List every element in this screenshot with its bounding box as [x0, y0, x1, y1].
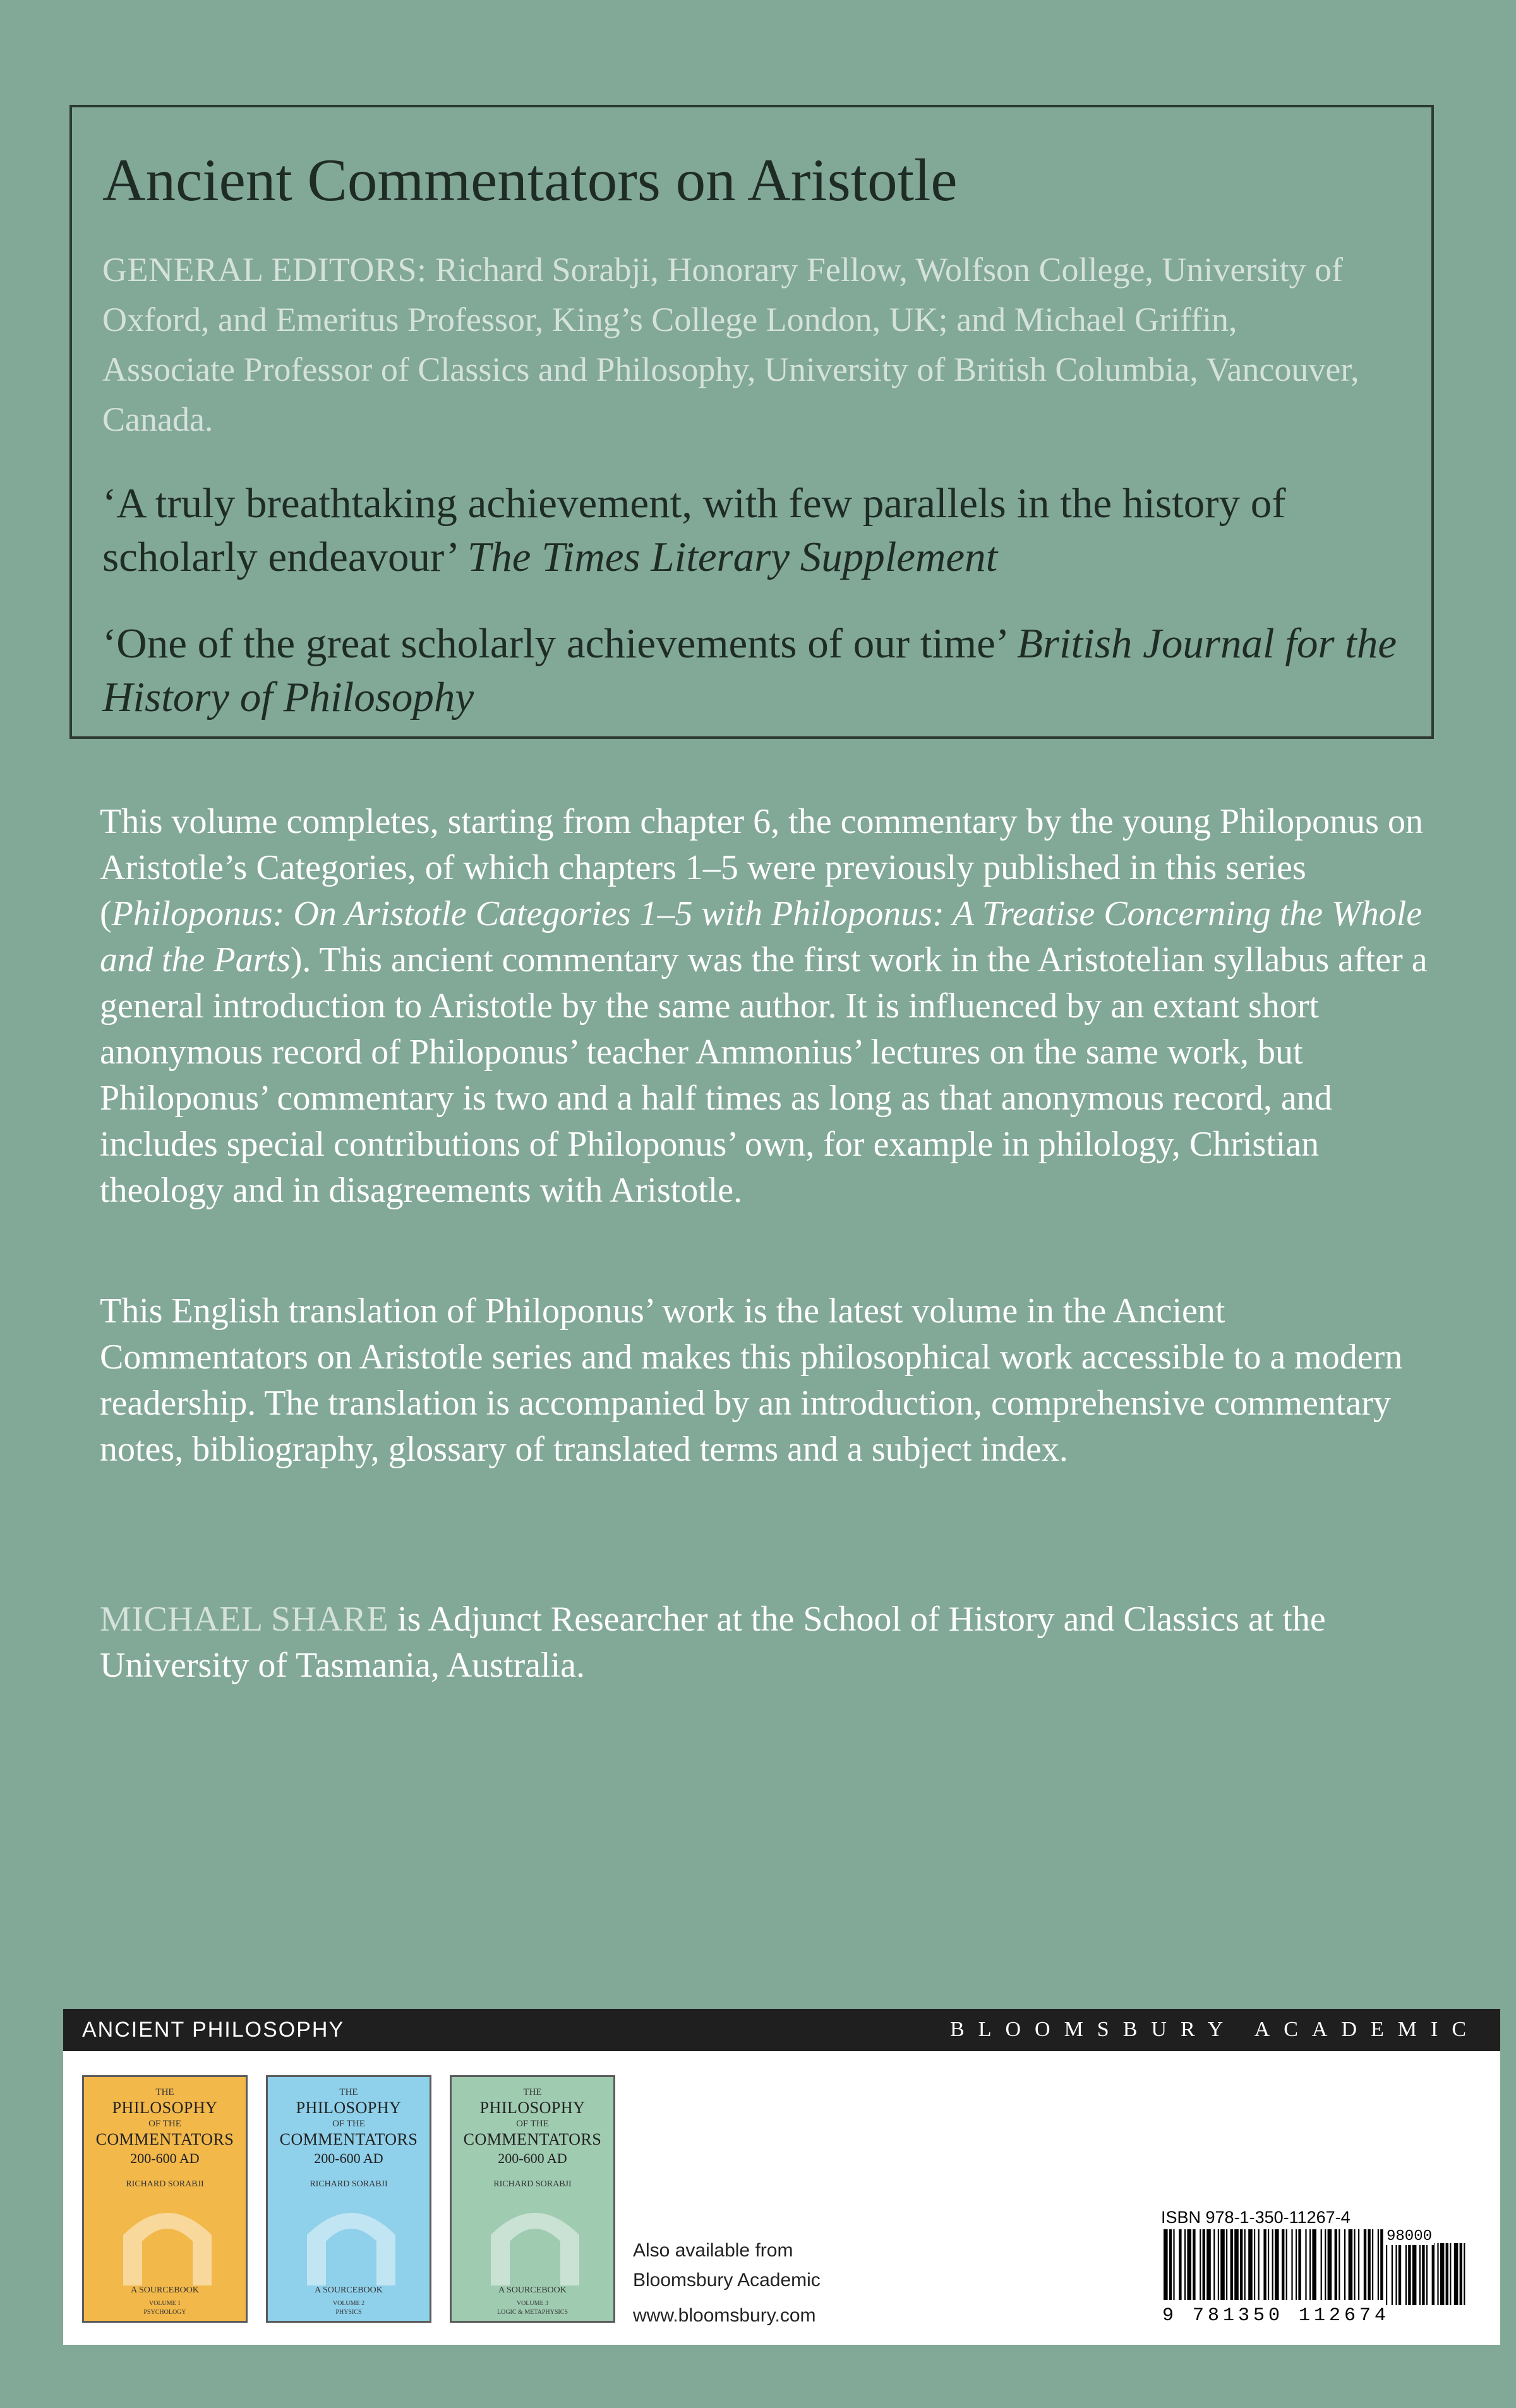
barcode-bar [1244, 2229, 1246, 2300]
barcode-bar [1187, 2229, 1191, 2300]
also-available-text [633, 2236, 821, 2295]
barcode-bar [1432, 2243, 1435, 2305]
barcode-bar [1386, 2243, 1387, 2305]
barcode-bar [1263, 2229, 1266, 2300]
barcode-bar [1272, 2229, 1273, 2300]
book-3-of-the: OF THE [516, 2119, 549, 2129]
editors-lead: GENERAL EDITORS: [102, 251, 427, 289]
barcode-bar [1426, 2243, 1428, 2305]
barcode-bar [1275, 2229, 1279, 2300]
series-title: Ancient Commentators on Aristotle [102, 147, 958, 213]
related-book-1 [82, 2075, 248, 2323]
barcode-bar [1450, 2243, 1451, 2305]
book-1-the: THE [155, 2087, 174, 2097]
author-name: MICHAEL SHARE [100, 1600, 389, 1639]
related-book-2 [266, 2075, 431, 2323]
barcode-bar [1380, 2229, 1383, 2300]
barcode-bar [1349, 2229, 1353, 2300]
book-1-philosophy: PHILOSOPHY [112, 2099, 218, 2117]
quote-1-source: The Times Literary Supplement [467, 534, 998, 580]
book-2-volume-info [274, 2299, 423, 2317]
author-bio [100, 1596, 1433, 1689]
description-paragraph-2: This English translation of Philoponus’ work is the latest volume in the Ancient Commentators on Aristotle series and makes this philosophical work accessible to a modern readership. The translation is accompanied by an introduction, comprehensive commentary notes, bibliography, glossary of translated terms and a subject index. [100, 1291, 1403, 1469]
barcode-bar [1358, 2229, 1359, 2300]
barcode-bar [1164, 2229, 1168, 2300]
barcode-bar [1309, 2229, 1311, 2300]
barcode-bar [1405, 2243, 1407, 2305]
barcode-bar [1173, 2229, 1174, 2300]
barcode-bar [1464, 2243, 1465, 2305]
barcode-bar [1446, 2243, 1448, 2305]
barcode-bar [1203, 2229, 1205, 2300]
book-3-volume: VOLUME 3 [516, 2300, 549, 2307]
book-3-sourcebook: A SOURCEBOOK [498, 2285, 567, 2295]
barcode-bar [1298, 2229, 1301, 2300]
book-2-commentators: COMMENTATORS [279, 2130, 418, 2148]
barcode-bar [1399, 2243, 1401, 2305]
book-1-of-the: OF THE [148, 2119, 181, 2129]
barcode-bar [1291, 2229, 1292, 2300]
barcode-bar [1364, 2229, 1366, 2300]
barcode-bar [1412, 2243, 1417, 2305]
barcode-bar [1335, 2229, 1337, 2300]
barcode-bar [1392, 2243, 1393, 2305]
book-1-arch-illustration [117, 2197, 218, 2285]
related-book-3 [450, 2075, 615, 2323]
book-2-sourcebook: A SOURCEBOOK [315, 2285, 383, 2295]
barcode-bar [1460, 2243, 1462, 2305]
barcode-bar [1193, 2229, 1195, 2300]
category-label: ANCIENT PHILOSOPHY [82, 2018, 345, 2042]
barcode-bar [1372, 2229, 1373, 2300]
book-1-subject: PSYCHOLOGY [143, 2309, 186, 2316]
barcode-bar [1248, 2229, 1253, 2300]
barcode-bar [1254, 2229, 1255, 2300]
book-1-volume-info [90, 2299, 239, 2317]
review-quote-1 [102, 477, 1397, 584]
para1-part-a: This volume completes, starting from chapter 6, the commentary by the young Philoponus on Aristotle’s Categories, of which chapters 1–5 were previously published in this series ( [100, 802, 1423, 933]
book-3-cover [458, 2083, 607, 2315]
general-editors [102, 245, 1372, 445]
barcode-bar [1419, 2243, 1421, 2305]
publisher-name: BLOOMSBURY ACADEMIC [950, 2018, 1480, 2041]
book-3-commentators: COMMENTATORS [463, 2130, 602, 2148]
book-1-volume: VOLUME 1 [148, 2300, 181, 2307]
book-2-philosophy: PHILOSOPHY [296, 2099, 402, 2117]
book-2-of-the: OF THE [332, 2119, 365, 2129]
category-band [63, 2009, 1500, 2051]
book-2-arch-illustration [301, 2197, 402, 2285]
quote-1-text: ‘A truly breathtaking achievement, with few parallels in the history of scholarly endeavour’ [102, 480, 1286, 580]
editors-text: Richard Sorabji, Honorary Fellow, Wolfson College, University of Oxford, and Emeritus Professor, King’s College London, UK; and Michael Griffin, Associate Professor of Classics and Philosophy, University of British Columbia, Vancouver, Canada. [102, 251, 1359, 438]
barcode-bar [1339, 2229, 1340, 2300]
barcode-bar [1354, 2229, 1355, 2300]
barcode-addon-digits: 98000 [1385, 2228, 1434, 2245]
book-3-dates: 200-600 AD [498, 2150, 567, 2166]
also-available-line-2: Bloomsbury Academic [633, 2270, 821, 2291]
barcode-bar [1296, 2229, 1297, 2300]
book-1-dates: 200-600 AD [130, 2150, 200, 2166]
barcode-bar [1378, 2229, 1379, 2300]
barcode-bar [1286, 2229, 1287, 2300]
barcode-bar [1230, 2229, 1233, 2300]
book-1-author: RICHARD SORABJI [126, 2179, 204, 2189]
barcode-bar [1440, 2243, 1445, 2305]
also-available-line-1: Also available from [633, 2240, 793, 2261]
quote-2-source: British Journal for the History of Philosophy [102, 620, 1397, 721]
book-2-subject: PHYSICS [335, 2309, 362, 2316]
review-quote-2 [102, 617, 1397, 724]
barcode-bar [1368, 2229, 1370, 2300]
barcode-bar [1206, 2229, 1211, 2300]
isbn-label: ISBN 978-1-350-11267-4 [1161, 2208, 1351, 2227]
barcode-bar [1344, 2229, 1345, 2300]
barcode-bar [1395, 2243, 1397, 2305]
book-3-subject: LOGIC & METAPHYSICS [497, 2309, 568, 2316]
barcode-bar [1258, 2229, 1260, 2300]
book-1-sourcebook: A SOURCEBOOK [131, 2285, 199, 2295]
book-3-philosophy: PHILOSOPHY [479, 2099, 586, 2117]
barcode-bar [1282, 2229, 1284, 2300]
barcode-bar [1218, 2229, 1219, 2300]
barcode-bar [1408, 2243, 1411, 2305]
quote-2-text: ‘One of the great scholarly achievements of our time’ [102, 620, 1017, 667]
book-3-volume-info [458, 2299, 607, 2317]
barcode-bar [1328, 2229, 1332, 2300]
barcode-digits: 9 781350 112674 [1162, 2305, 1390, 2327]
barcode-bar [1305, 2229, 1306, 2300]
barcode-bar [1422, 2243, 1424, 2305]
barcode-bar [1321, 2229, 1322, 2300]
barcode-bar [1226, 2229, 1227, 2300]
book-3-author: RICHARD SORABJI [493, 2179, 572, 2189]
book-2-dates: 200-600 AD [314, 2150, 383, 2166]
para1-part-b: ). This ancient commentary was the first work in the Aristotelian syllabus after a general introduction to Aristotle by the same author. It is influenced by an extant short anonymous record of Philoponus’ teacher Ammonius’ lectures on the same work, but Philoponus’ commentary is two and a half times as long as that anonymous record, and includes special contributions of Philoponus’ own, for example in philology, Christian theology and in disagreements with Aristotle. [100, 940, 1428, 1210]
barcode-bar [1179, 2229, 1181, 2300]
barcode-bar [1268, 2229, 1269, 2300]
description-paragraph-1 [100, 799, 1433, 1214]
book-1-cover [90, 2083, 239, 2315]
barcode-bar [1200, 2229, 1201, 2300]
book-2-the: THE [339, 2087, 358, 2097]
barcode-bar [1234, 2229, 1239, 2300]
book-2-cover [274, 2083, 423, 2315]
barcode-bar [1312, 2229, 1316, 2300]
barcode-bar [1454, 2243, 1459, 2305]
author-bio-text: is Adjunct Researcher at the School of History and Classics at the University of Tasmania, Australia. [100, 1600, 1326, 1685]
publisher-website-link[interactable]: www.bloomsbury.com [633, 2305, 816, 2326]
barcode-bar [1169, 2229, 1172, 2300]
barcode-bar [1184, 2229, 1186, 2300]
para1-italic-title: Philoponus: On Aristotle Categories 1–5 with Philoponus: A Treatise Concerning the Whole and the Parts [100, 894, 1423, 979]
barcode-bar [1213, 2229, 1215, 2300]
book-3-the: THE [523, 2087, 542, 2097]
barcode-bar [1325, 2229, 1326, 2300]
barcode-bar [1240, 2229, 1242, 2300]
book-2-volume: VOLUME 2 [332, 2300, 365, 2307]
book-3-arch-illustration [484, 2197, 586, 2285]
barcode-bar [1437, 2243, 1438, 2305]
book-1-commentators: COMMENTATORS [95, 2130, 234, 2148]
barcode-bar [1220, 2229, 1225, 2300]
book-2-author: RICHARD SORABJI [310, 2179, 388, 2189]
